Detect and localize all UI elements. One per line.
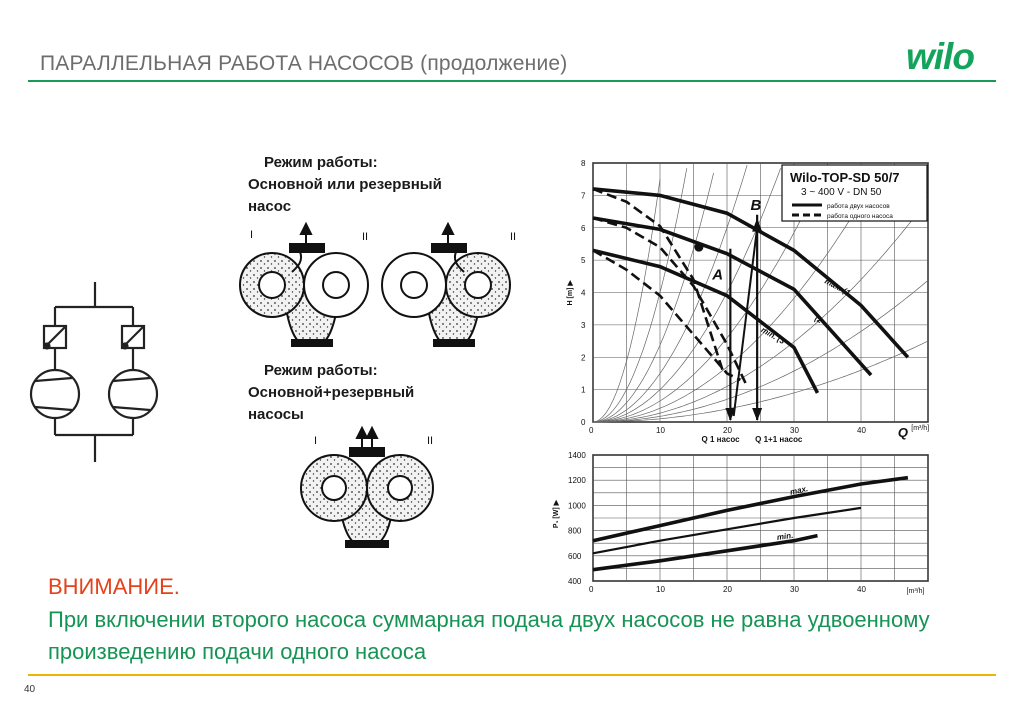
mode1-line1: Режим работы: xyxy=(264,154,378,171)
y-tick-label: 600 xyxy=(568,551,582,561)
power-flow-chart xyxy=(553,451,928,595)
y-tick-label: 5 xyxy=(581,256,586,266)
curve-label-min: min. xyxy=(776,530,794,543)
mode2-line2: Основной+резервный xyxy=(248,384,415,401)
x-tick-label: 40 xyxy=(857,585,866,594)
pump-label-II: II xyxy=(362,231,369,243)
x-axis-unit: [m³/h] xyxy=(911,425,930,432)
point-label-A: A xyxy=(712,266,724,284)
x-tick-label: 20 xyxy=(723,426,732,435)
x-tick-label: 30 xyxy=(790,585,799,594)
y-tick-label: 2 xyxy=(581,353,586,363)
page-title: ПАРАЛЛЕЛЬНАЯ РАБОТА НАСОСОВ (продолжение) xyxy=(40,52,568,75)
x-axis-label: Q xyxy=(897,425,908,440)
warning-text: При включении второго насоса суммарная подача двух насосов не равна удвоенному произведению подачи одного насоса xyxy=(48,607,930,664)
mode2-line1: Режим работы: xyxy=(264,362,378,379)
y-tick-label: 800 xyxy=(568,526,582,536)
x-tick-label: 30 xyxy=(790,426,799,435)
x-tick-label: 0 xyxy=(589,426,594,435)
legend-item-2: работа одного насоса xyxy=(827,213,893,220)
head-flow-chart xyxy=(567,159,929,444)
y-tick-label: 1200 xyxy=(568,476,586,486)
curve-label-mid: (2 xyxy=(813,313,824,326)
footer-divider xyxy=(28,674,996,676)
curve-label-max: max. (1 xyxy=(823,276,852,298)
y-tick-label: 0 xyxy=(581,418,586,427)
x-tick-label: 10 xyxy=(656,426,665,435)
y-tick-label: 3 xyxy=(581,320,586,330)
y-tick-label: 6 xyxy=(581,223,586,233)
x-tick-label: 20 xyxy=(723,585,732,594)
x-tick-label: 10 xyxy=(656,585,665,594)
y-axis-label: P₁ [W] ▶ xyxy=(553,499,560,529)
svg-text:I: I xyxy=(314,435,318,447)
mode1-line3: насос xyxy=(248,198,292,215)
mode2-line3: насосы xyxy=(248,406,304,423)
chart-title: Wilo-TOP-SD 50/7 xyxy=(790,170,900,185)
flow-label-single: Q 1 насос xyxy=(701,435,740,444)
point-marker xyxy=(694,243,703,252)
flow-label-double: Q 1+1 насос xyxy=(755,435,803,444)
y-tick-label: 400 xyxy=(568,577,582,586)
mode1-line2: Основной или резервный xyxy=(248,176,442,193)
page-number: 40 xyxy=(24,684,36,695)
twin-pump-mode1-right xyxy=(382,224,516,346)
y-tick-label: 1400 xyxy=(568,451,586,460)
parallel-pumps-schematic xyxy=(31,282,157,462)
pump-label-I: I xyxy=(250,229,254,241)
svg-text:II: II xyxy=(427,435,434,447)
warning-heading: ВНИМАНИЕ. xyxy=(48,574,180,599)
y-axis-label: H [m] ▶ xyxy=(567,280,574,306)
y-tick-label: 7 xyxy=(581,191,586,201)
curve-label-max: max. xyxy=(789,484,809,497)
chart-subtitle: 3 ~ 400 V - DN 50 xyxy=(801,187,882,198)
svg-text:II: II xyxy=(510,231,517,243)
curve-label-min: min. (3 xyxy=(759,325,787,346)
x-axis-unit: [m³/h] xyxy=(906,588,925,595)
x-tick-label: 40 xyxy=(857,426,866,435)
x-tick-label: 0 xyxy=(589,585,594,594)
y-tick-label: 4 xyxy=(581,288,586,298)
wilo-logo: wilo xyxy=(906,36,974,77)
twin-pump-mode1-left xyxy=(240,224,368,346)
y-tick-label: 1 xyxy=(581,385,586,395)
twin-pump-mode2 xyxy=(301,428,433,547)
y-tick-label: 1000 xyxy=(568,501,586,511)
point-label-B: B xyxy=(750,196,762,214)
y-tick-label: 8 xyxy=(581,159,586,168)
legend-item-1: работа двух насосов xyxy=(827,203,890,210)
